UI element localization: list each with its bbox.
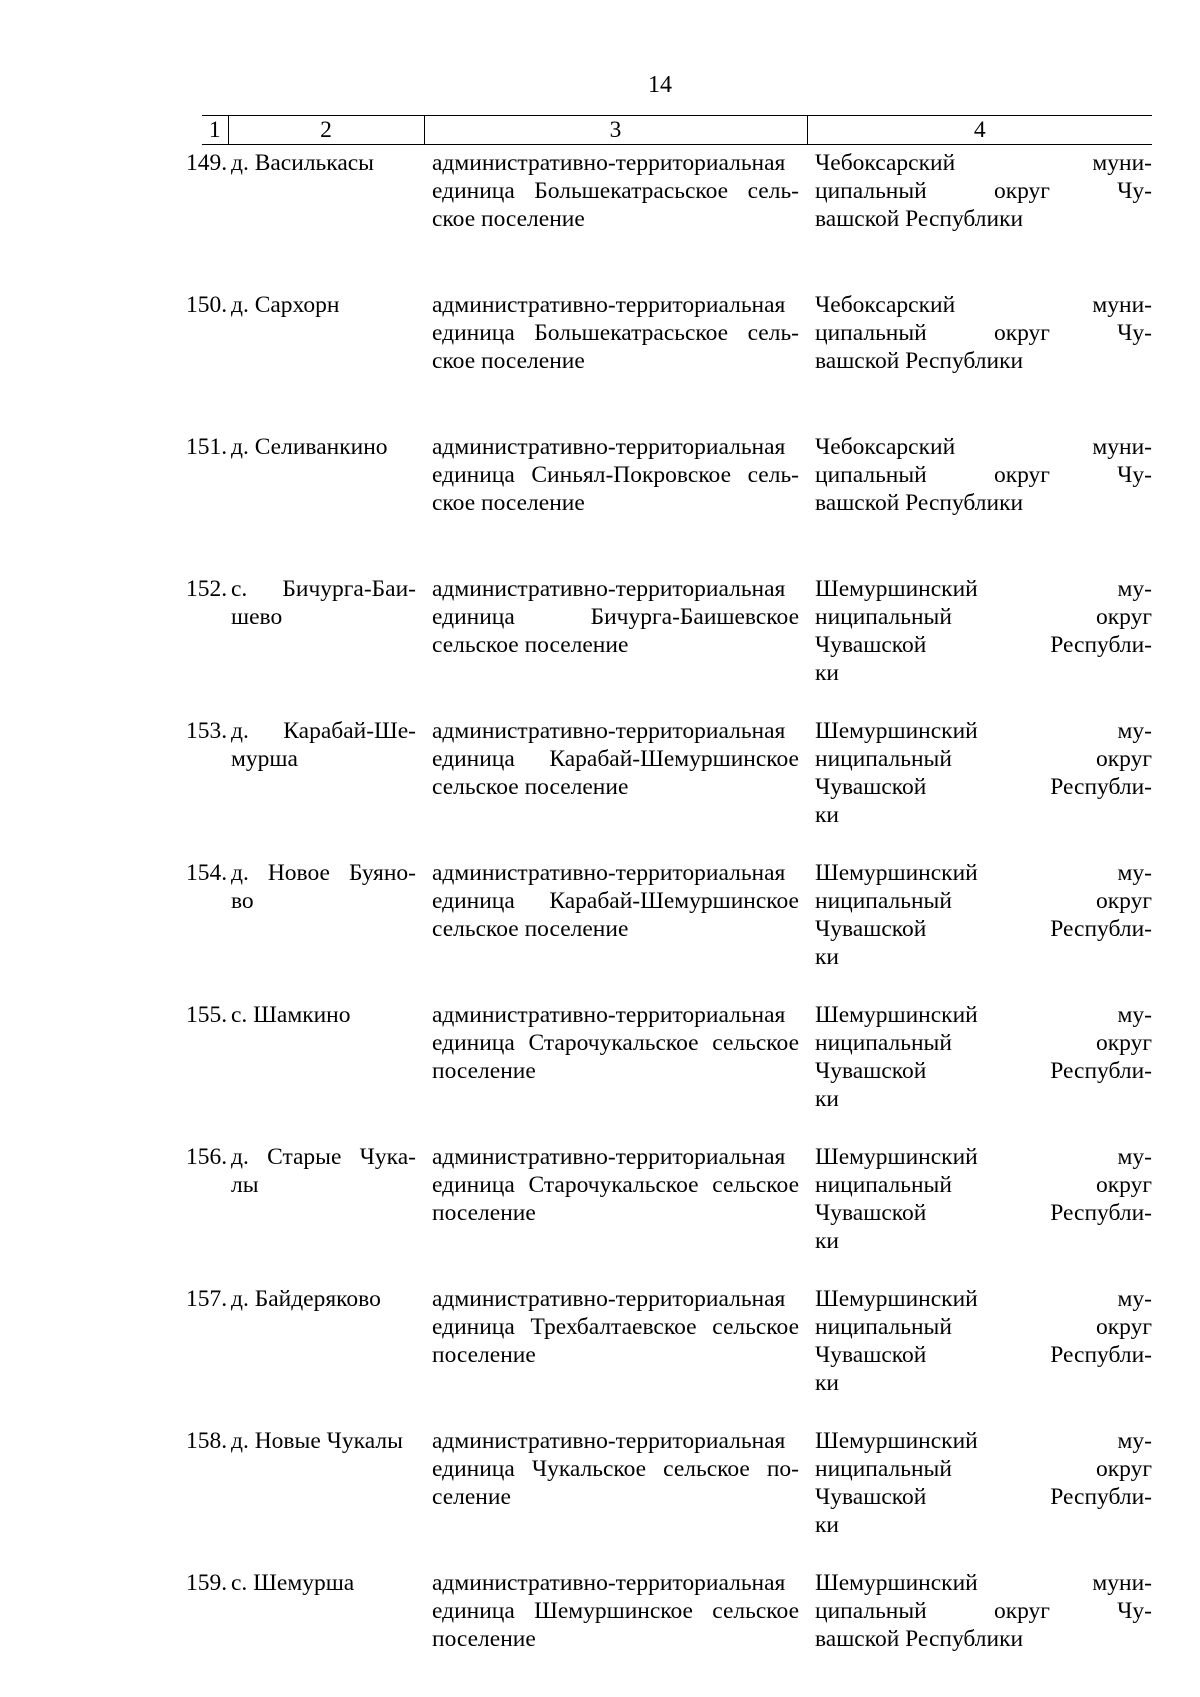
municipal-district-line: Шемуршинский му- <box>815 1286 1152 1312</box>
territorial-unit-line: административно-территориальная <box>432 150 786 176</box>
row-number <box>186 1427 228 1569</box>
row-number-text: 150. <box>186 292 228 318</box>
municipal-district <box>807 717 1152 859</box>
municipal-district <box>807 1001 1152 1143</box>
territorial-unit-line: административно-территориальная <box>432 576 786 602</box>
municipal-district-line: Шемуршинский му- <box>815 860 1152 886</box>
territorial-unit <box>424 1001 807 1143</box>
row-number <box>186 1285 228 1427</box>
municipal-district-line: ниципальный округ <box>815 1030 1152 1056</box>
municipal-district-line: Чувашской Республи- <box>815 1200 1152 1226</box>
table-row <box>202 717 1152 859</box>
territorial-unit-line: поселение <box>432 1200 536 1226</box>
municipal-district-line: вашской Республики <box>815 206 1024 232</box>
table-row <box>202 859 1152 1001</box>
row-number <box>186 145 228 292</box>
table-row <box>202 433 1152 575</box>
settlement-name <box>228 1569 424 1653</box>
municipal-district-line: Чебоксарский муни- <box>815 434 1152 460</box>
municipal-district-line: Чебоксарский муни- <box>815 292 1152 318</box>
municipal-district-line: Чувашской Республи- <box>815 916 1152 942</box>
municipal-district-line: ципальный округ Чу- <box>815 462 1152 488</box>
settlement-name <box>228 433 424 575</box>
territorial-unit-line: единица Трехбалтаевское сельское <box>432 1314 799 1340</box>
municipal-district-line: ки <box>815 802 839 828</box>
municipal-district <box>807 575 1152 717</box>
municipal-district <box>807 1143 1152 1285</box>
municipal-district-line: ципальный округ Чу- <box>815 320 1152 346</box>
territorial-unit-line: административно-территориальная <box>432 1286 786 1312</box>
municipal-district-line: ки <box>815 944 839 970</box>
settlement-name-line: во <box>231 888 254 914</box>
table-row <box>202 1569 1152 1653</box>
municipal-district <box>807 291 1152 433</box>
table-row <box>202 575 1152 717</box>
territorial-unit-line: единица Шемуршинское сельское <box>432 1598 799 1624</box>
territorial-unit-line: административно-территориальная <box>432 292 786 318</box>
municipal-district-line: ципальный округ Чу- <box>815 1598 1152 1624</box>
settlement-name <box>228 717 424 859</box>
column-header-4: 4 <box>807 116 1152 145</box>
settlement-name <box>228 1143 424 1285</box>
table-row <box>202 1285 1152 1427</box>
territorial-unit <box>424 433 807 575</box>
territorial-unit-line: административно-территориальная <box>432 860 786 886</box>
row-number <box>186 1569 228 1653</box>
row-number <box>186 575 228 717</box>
territorial-unit <box>424 575 807 717</box>
row-number-text: 151. <box>186 434 228 460</box>
territorial-unit-line: единица Старочукальское сельское <box>432 1030 799 1056</box>
row-number-text: 154. <box>186 860 228 886</box>
page-number: 14 <box>648 72 672 98</box>
municipal-district <box>807 145 1152 292</box>
row-number-text: 152. <box>186 576 228 602</box>
row-number-text: 158. <box>186 1428 228 1454</box>
municipal-district-line: Чувашской Республи- <box>815 1058 1152 1084</box>
municipal-district <box>807 1427 1152 1569</box>
territorial-unit-line: селение <box>432 1484 511 1510</box>
municipal-district-line: Шемуршинский му- <box>815 1002 1152 1028</box>
territorial-unit <box>424 1285 807 1427</box>
settlement-name <box>228 1285 424 1427</box>
territorial-unit <box>424 1569 807 1653</box>
settlement-name-line: с. Шамкино <box>231 1002 351 1028</box>
row-number-text: 159. <box>186 1570 228 1596</box>
row-number <box>186 291 228 433</box>
territorial-unit-line: ское поселение <box>432 490 585 516</box>
municipal-district-line: Чувашской Республи- <box>815 632 1152 658</box>
settlement-name-line: с. Шемурша <box>231 1570 355 1596</box>
municipal-district-line: Шемуршинский му- <box>815 1428 1152 1454</box>
municipal-district <box>807 859 1152 1001</box>
column-header-2: 2 <box>228 116 424 145</box>
territorial-unit <box>424 859 807 1001</box>
row-number <box>186 859 228 1001</box>
settlement-name <box>228 1427 424 1569</box>
territorial-unit-line: административно-территориальная <box>432 434 786 460</box>
territorial-unit-line: сельское поселение <box>432 632 629 658</box>
table-row <box>202 1143 1152 1285</box>
settlement-name-line: д. Сархорн <box>231 292 340 318</box>
territorial-unit-line: сельское поселение <box>432 916 629 942</box>
territorial-unit <box>424 291 807 433</box>
row-number-text: 157. <box>186 1286 228 1312</box>
municipal-district-line: Чебоксарский муни- <box>815 150 1152 176</box>
settlement-name-line: д. Новые Чукалы <box>231 1428 403 1454</box>
settlements-table <box>186 115 1152 1653</box>
row-number-text: 156. <box>186 1144 228 1170</box>
municipal-district-line: ниципальный округ <box>815 1172 1152 1198</box>
municipal-district <box>807 1569 1152 1653</box>
column-header-1: 1 <box>202 116 228 145</box>
territorial-unit-line: поселение <box>432 1342 536 1368</box>
municipal-district <box>807 1285 1152 1427</box>
municipal-district-line: Шемуршинский му- <box>815 576 1152 602</box>
municipal-district-line: ниципальный округ <box>815 746 1152 772</box>
territorial-unit-line: единица Старочукальское сельское <box>432 1172 799 1198</box>
municipal-district-line: ки <box>815 1512 839 1538</box>
settlement-name-line: д. Василькасы <box>231 150 374 176</box>
column-header-3: 3 <box>424 116 807 145</box>
settlement-name <box>228 575 424 717</box>
municipal-district-line: Шемуршинский му- <box>815 1144 1152 1170</box>
settlement-name <box>228 145 424 292</box>
settlement-name <box>228 291 424 433</box>
territorial-unit-line: единица Большекатрасьское сель- <box>432 178 799 204</box>
territorial-unit-line: административно-территориальная <box>432 1428 786 1454</box>
settlement-name-line: лы <box>231 1172 259 1198</box>
row-number-text: 155. <box>186 1002 228 1028</box>
table-row <box>202 1427 1152 1569</box>
territorial-unit-line: административно-территориальная <box>432 1570 786 1596</box>
table-body <box>186 145 1152 1654</box>
municipal-district-line: Чувашской Республи- <box>815 1342 1152 1368</box>
territorial-unit <box>424 145 807 292</box>
settlement-name <box>228 1001 424 1143</box>
territorial-unit-line: единица Карабай-Шемуршинское <box>432 746 799 772</box>
table-row <box>202 145 1152 292</box>
row-number-text: 153. <box>186 718 228 744</box>
table-header-row <box>202 116 1152 145</box>
municipal-district-line: ниципальный округ <box>815 1456 1152 1482</box>
row-number-text: 149. <box>186 150 228 176</box>
municipal-district-line: Чувашской Республи- <box>815 1484 1152 1510</box>
territorial-unit <box>424 1427 807 1569</box>
municipal-district-line: ки <box>815 660 839 686</box>
row-number <box>186 1001 228 1143</box>
territorial-unit-line: единица Чукальское сельское по- <box>432 1456 799 1482</box>
municipal-district-line: ниципальный округ <box>815 888 1152 914</box>
settlement-name-line: д. Старые Чука- <box>231 1144 416 1170</box>
table-row <box>202 291 1152 433</box>
table-row <box>202 1001 1152 1143</box>
municipal-district-line: вашской Республики <box>815 348 1024 374</box>
territorial-unit-line: поселение <box>432 1626 536 1652</box>
row-number <box>186 1143 228 1285</box>
territorial-unit-line: единица Большекатрасьское сель- <box>432 320 799 346</box>
settlement-name-line: д. Байдеряково <box>231 1286 381 1312</box>
row-number <box>186 433 228 575</box>
municipal-district-line: Шемуршинский му- <box>815 718 1152 744</box>
territorial-unit-line: ское поселение <box>432 348 585 374</box>
territorial-unit <box>424 1143 807 1285</box>
territorial-unit-line: единица Карабай-Шемуршинское <box>432 888 799 914</box>
settlement-name-line: д. Карабай-Ше- <box>231 718 416 744</box>
territorial-unit-line: административно-территориальная <box>432 718 786 744</box>
municipal-district-line: Чувашской Республи- <box>815 774 1152 800</box>
territorial-unit-line: поселение <box>432 1058 536 1084</box>
territorial-unit-line: ское поселение <box>432 206 585 232</box>
municipal-district-line: ниципальный округ <box>815 604 1152 630</box>
municipal-district-line: ки <box>815 1086 839 1112</box>
settlement-name-line: мурша <box>231 746 298 772</box>
territorial-unit-line: сельское поселение <box>432 774 629 800</box>
municipal-district-line: вашской Республики <box>815 490 1024 516</box>
territorial-unit <box>424 717 807 859</box>
territorial-unit-line: единица Синьял-Покровское сель- <box>432 462 799 488</box>
territorial-unit-line: административно-территориальная <box>432 1144 786 1170</box>
municipal-district-line: ниципальный округ <box>815 1314 1152 1340</box>
settlement-name-line: с. Бичурга-Баи- <box>231 576 416 602</box>
territorial-unit-line: единица Бичурга-Баишевское <box>432 604 799 630</box>
municipal-district-line: вашской Республики <box>815 1626 1024 1652</box>
municipal-district-line: Шемуршинский муни- <box>815 1570 1152 1596</box>
territorial-unit-line: административно-территориальная <box>432 1002 786 1028</box>
settlement-name-line: д. Селиванкино <box>231 434 388 460</box>
municipal-district-line: ципальный округ Чу- <box>815 178 1152 204</box>
municipal-district-line: ки <box>815 1228 839 1254</box>
settlement-name-line: шево <box>231 604 283 630</box>
settlement-name-line: д. Новое Буяно- <box>231 860 416 886</box>
settlement-name <box>228 859 424 1001</box>
municipal-district <box>807 433 1152 575</box>
row-number <box>186 717 228 859</box>
municipal-district-line: ки <box>815 1370 839 1396</box>
